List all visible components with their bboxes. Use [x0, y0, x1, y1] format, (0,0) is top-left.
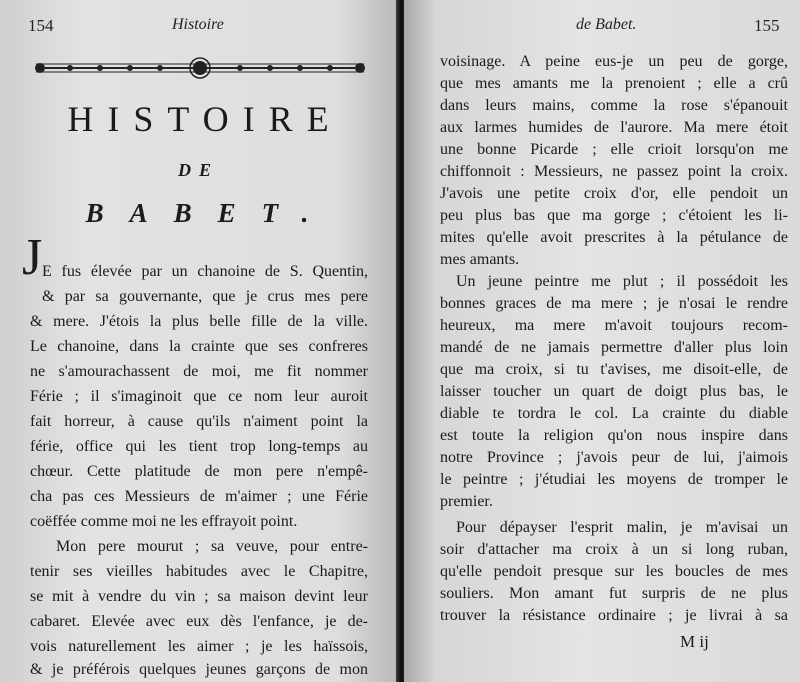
ornamental-rule-icon	[30, 56, 370, 80]
drop-cap: J	[22, 229, 43, 286]
left-page	[0, 0, 398, 682]
text-line: se mit à vendre du vin ; sa maison devint leur	[30, 588, 368, 605]
text-line: notre Province ; j'avois peur de lui, j'aimois	[440, 449, 788, 466]
running-head-left: Histoire	[172, 16, 224, 33]
text-line: soir d'attacher ma croix à un si long ruban,	[440, 541, 788, 558]
text-line: chiffonnoit : Messieurs, ne passez point la croix.	[440, 163, 788, 180]
text-line: laisser toucher un quart de doigt plus bas, le	[440, 383, 788, 400]
text-line: E fus élevée par un chanoine de S. Quentin,	[42, 263, 368, 280]
text-line: Un jeune peintre me plut ; il possédoit les	[456, 273, 788, 290]
text-line: que ma croix, si tu t'avises, me disoit-elle, de	[440, 361, 788, 378]
title-name: BABET.	[85, 198, 335, 228]
text-line: tenir ses vieilles habitudes avec le Chapitre,	[30, 563, 368, 580]
text-line: vois naturellement les aimer ; je les haïssois,	[30, 638, 368, 655]
text-line: cabaret. Elevée avec eux dès l'enfance, je de-	[30, 613, 368, 630]
text-line: Férie ; il s'imaginoit que ce nom leur auroit	[30, 388, 368, 405]
text-line: dans leurs mains, comme la rose s'épanouit	[440, 97, 788, 114]
text-line: coëffée comme moi ne les effrayoit point.	[30, 513, 298, 530]
text-line: trouver la résistance ordinaire ; je livrai à sa	[440, 607, 788, 624]
text-line: souliers. Mon amant fut surpris de ne plus	[440, 585, 788, 602]
text-line: ne s'amourachassent de moi, me fit nommer	[30, 363, 368, 380]
text-line: chœur. Cette platitude de mon pere n'empê-	[30, 463, 368, 480]
text-line: J'avois une petite croix d'or, elle pendoit un	[440, 185, 788, 202]
text-line: mites qu'elle avoit prescrites à la pétulance de	[440, 229, 788, 246]
chapter-title: HISTOIRE	[67, 99, 343, 139]
text-line: peu plus bas que ma gorge ; c'étoient les li-	[440, 207, 788, 224]
text-line: Pour dépayser l'esprit malin, je m'avisai un	[456, 519, 788, 536]
text-line: une bonne Picarde ; elle crioit lorsqu'on me	[440, 141, 788, 158]
text-line: & je préférois quelques jeunes garçons de mon	[30, 661, 368, 678]
text-line: Mon pere mourut ; sa veuve, pour entre-	[56, 538, 368, 555]
text-line: heureux, ma mere m'avoit toujours recom-	[440, 317, 788, 334]
text-line: mes amants.	[440, 251, 520, 268]
title-de: DE	[178, 160, 220, 180]
signature-mark: M ij	[680, 632, 709, 651]
text-line: est toute la religion qu'on nous inspire dans	[440, 427, 788, 444]
text-line: qu'elle pendoit presque sur les boucles de mes	[440, 563, 788, 580]
text-line: & par sa gouvernante, que je crus mes pere	[42, 288, 368, 305]
text-line: férie, office qui les tient trop long-temps au	[30, 438, 368, 455]
text-line: bonnes graces de ma mere ; je n'osai le rendre	[440, 295, 788, 312]
text-line: le peintre ; j'étudiai les moyens de tromper le	[440, 471, 788, 488]
right-page	[404, 0, 800, 682]
page-number-right: 155	[754, 16, 780, 35]
text-line: Le chanoine, dans la crainte que ses confreres	[30, 338, 368, 355]
text-line: voisinage. A peine eus-je un peu de gorge,	[440, 53, 788, 70]
text-line: & mere. J'étois la plus belle fille de la ville.	[30, 313, 368, 330]
text-line: premier.	[440, 493, 493, 510]
page-number-left: 154	[28, 16, 54, 35]
text-line: aux larmes humides de l'aurore. Ma mere étoit	[440, 119, 788, 136]
text-line: cha pas ces Messieurs de m'aimer ; une Férie	[30, 488, 368, 505]
text-line: que mes amants me la prenoient ; elle a crû	[440, 75, 788, 92]
text-line: mandé de ne jamais permettre d'aller plus loin	[440, 339, 788, 356]
text-line: fait horreur, à cause qu'ils n'aiment point la	[30, 413, 368, 430]
text-line: diable te tordra le col. La crainte du diable	[440, 405, 788, 422]
running-head-right: de Babet.	[576, 16, 637, 33]
